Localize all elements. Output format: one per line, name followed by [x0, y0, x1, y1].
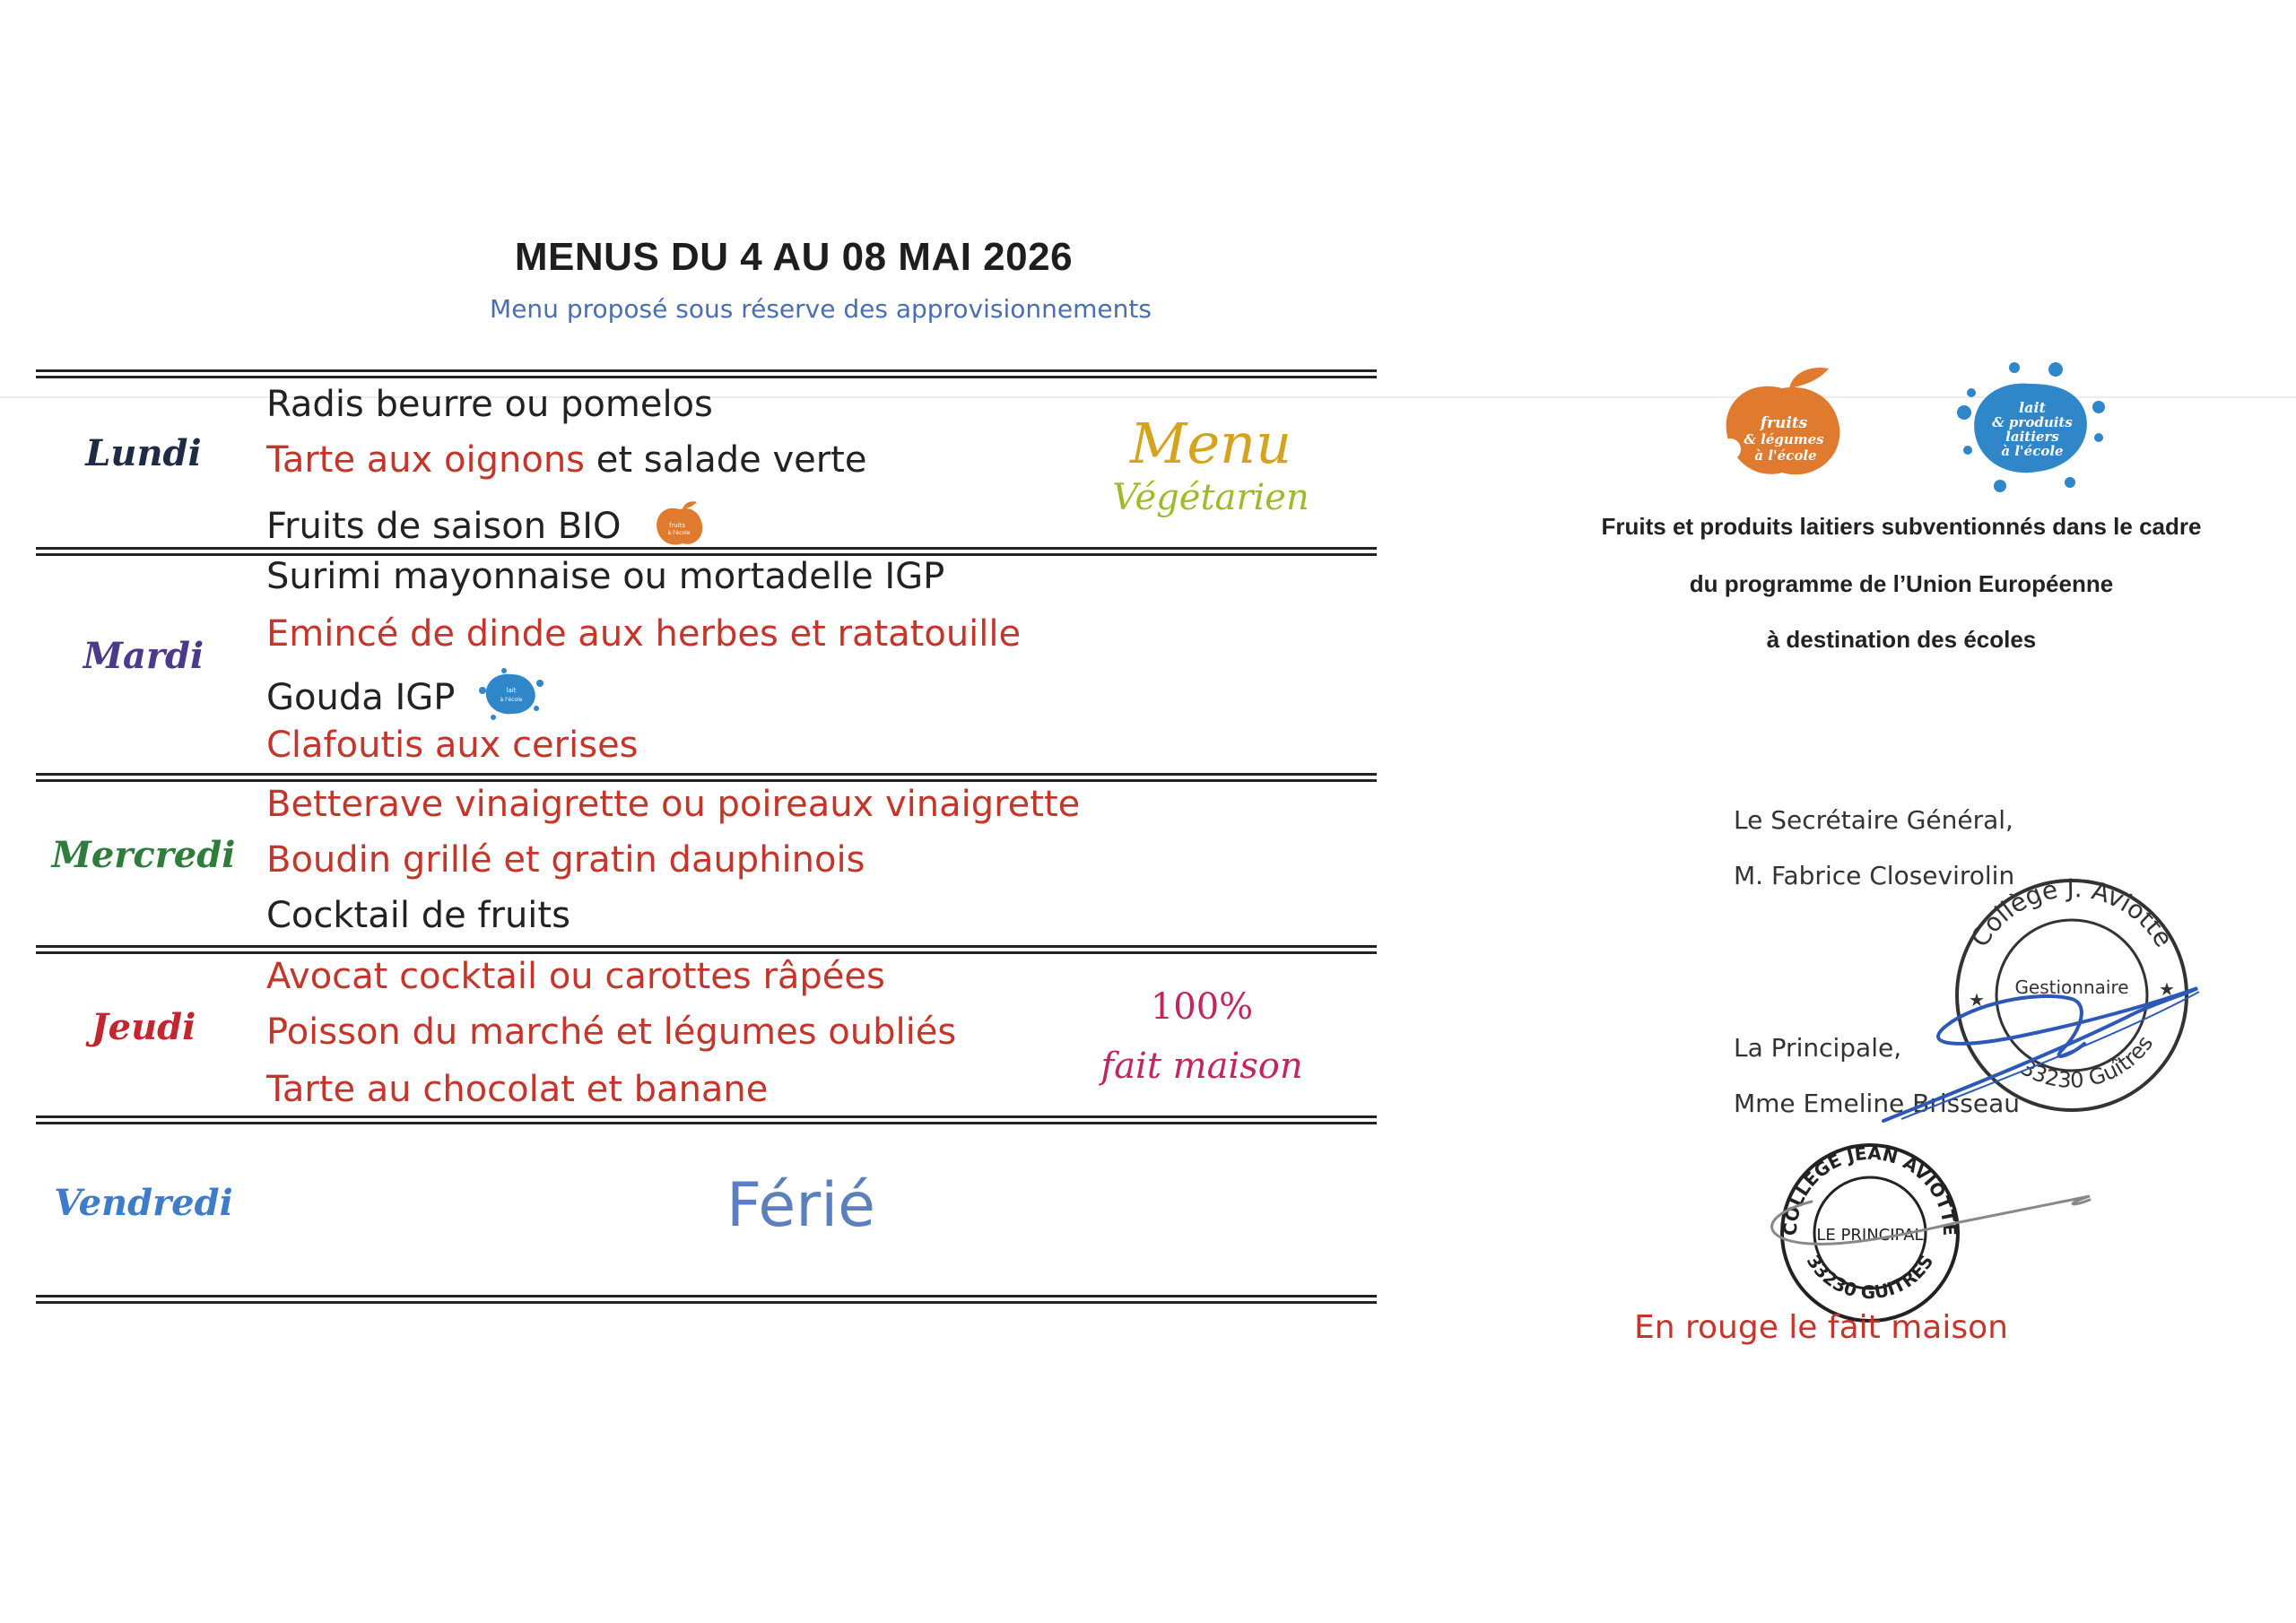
menu-line: Radis beurre ou pomelos	[266, 384, 713, 425]
fruits-legumes-logo	[1718, 363, 1852, 480]
stamp1-bottom-text: 33230 Guîtres	[2016, 1030, 2159, 1093]
stamp1-ring-text: Collège J. Aviotte	[1964, 872, 2179, 952]
menu-line: Fruits de saison BIO fruits à l'école	[266, 499, 708, 558]
svg-text:à l'école: à l'école	[667, 530, 691, 536]
rule-mercredi-jeudi	[36, 945, 1377, 954]
rule-top	[36, 369, 1377, 378]
stamp1-center-text: Gestionnaire	[2014, 976, 2129, 998]
menu-line: Avocat cocktail ou carottes râpées	[266, 956, 885, 997]
day-jeudi: Jeudi	[91, 1006, 196, 1048]
signature-secretaire	[1749, 1184, 2099, 1273]
principal-name: Mme Emeline Brisseau	[1734, 1089, 2020, 1118]
fruits-logo-text-1: fruits	[1760, 414, 1808, 432]
sg-name: M. Fabrice Closevirolin	[1734, 861, 2015, 890]
eu-text-line-3: à destination des écoles	[1766, 626, 2037, 653]
milk-logo-text-2: & produits	[1992, 414, 2073, 430]
menu-line: Emincé de dinde aux herbes et ratatouille	[266, 613, 1022, 655]
fruits-logo-icon	[652, 499, 708, 558]
signature-principal	[1866, 950, 2206, 1130]
menu-line: Tarte au chocolat et banane	[266, 1069, 769, 1110]
svg-text:à l'école: à l'école	[500, 697, 523, 703]
milk-logo-text-1: lait	[2019, 399, 2046, 416]
day-vendredi: Vendredi	[54, 1182, 233, 1224]
fruits-logo-text-3: à l'école	[1754, 447, 1817, 464]
day-mercredi: Mercredi	[51, 834, 236, 876]
day-mardi: Mardi	[83, 635, 204, 677]
legend-fait-maison: En rouge le fait maison	[1634, 1309, 2008, 1346]
stamp2-bottom-text: 33230 GUITRES	[1802, 1251, 1938, 1304]
svg-text:fruits: fruits	[669, 522, 686, 529]
badge-percent: 100%	[1150, 986, 1254, 1028]
menu-line: Boudin grillé et gratin dauphinois	[266, 839, 865, 881]
svg-text:★: ★	[1969, 989, 1985, 1011]
day-lundi: Lundi	[85, 432, 202, 474]
page-title: MENUS DU 4 AU 08 MAI 2026	[514, 235, 1074, 279]
fruits-logo-text-2: & légumes	[1744, 431, 1824, 447]
badge-vegetarien: Végétarien	[1112, 477, 1309, 518]
menu-line: Tarte aux oignons et salade verte	[266, 439, 867, 481]
menu-line: Betterave vinaigrette ou poireaux vinaigrette	[266, 784, 1081, 825]
svg-text:lait: lait	[506, 687, 517, 694]
sg-title: Le Secrétaire Général,	[1734, 805, 2013, 835]
menu-line: Clafoutis aux cerises	[266, 725, 639, 766]
badge-menu: Menu	[1129, 411, 1292, 476]
menu-line: Surimi mayonnaise ou mortadelle IGP	[266, 556, 945, 597]
eu-text-line-2: du programme de l’Union Européenne	[1689, 570, 2114, 597]
principal-title: La Principale,	[1734, 1033, 1902, 1063]
lait-produits-logo	[1955, 357, 2108, 491]
eu-text-line-1: Fruits et produits laitiers subventionnés dans le cadre	[1601, 513, 2202, 540]
stamp2-ring-text: COLLEGE JEAN AVIOTTE	[1779, 1141, 1961, 1237]
badge-fait-maison: fait maison	[1100, 1046, 1303, 1087]
milk-logo-text-3: laitiers	[2005, 429, 2059, 445]
svg-text:★: ★	[2159, 978, 2175, 1000]
milk-logo-icon	[477, 667, 545, 732]
page-subtitle: Menu proposé sous réserve des approvisionnements	[490, 294, 1152, 324]
menu-line: Poisson du marché et légumes oubliés	[266, 1011, 957, 1053]
milk-logo-text-4: à l'école	[2001, 443, 2064, 459]
menu-line: Cocktail de fruits	[266, 895, 570, 936]
rule-bottom	[36, 1295, 1377, 1304]
rule-jeudi-vendredi	[36, 1115, 1377, 1124]
svg-text:Collège J. Aviotte	[1965, 873, 2179, 952]
ferie-note: Férié	[726, 1170, 875, 1241]
menu-line: Gouda IGP lait à l'école	[266, 667, 545, 732]
rule-mardi-mercredi	[36, 773, 1377, 782]
stamp2-center-text: LE PRINCIPAL	[1816, 1226, 1924, 1245]
